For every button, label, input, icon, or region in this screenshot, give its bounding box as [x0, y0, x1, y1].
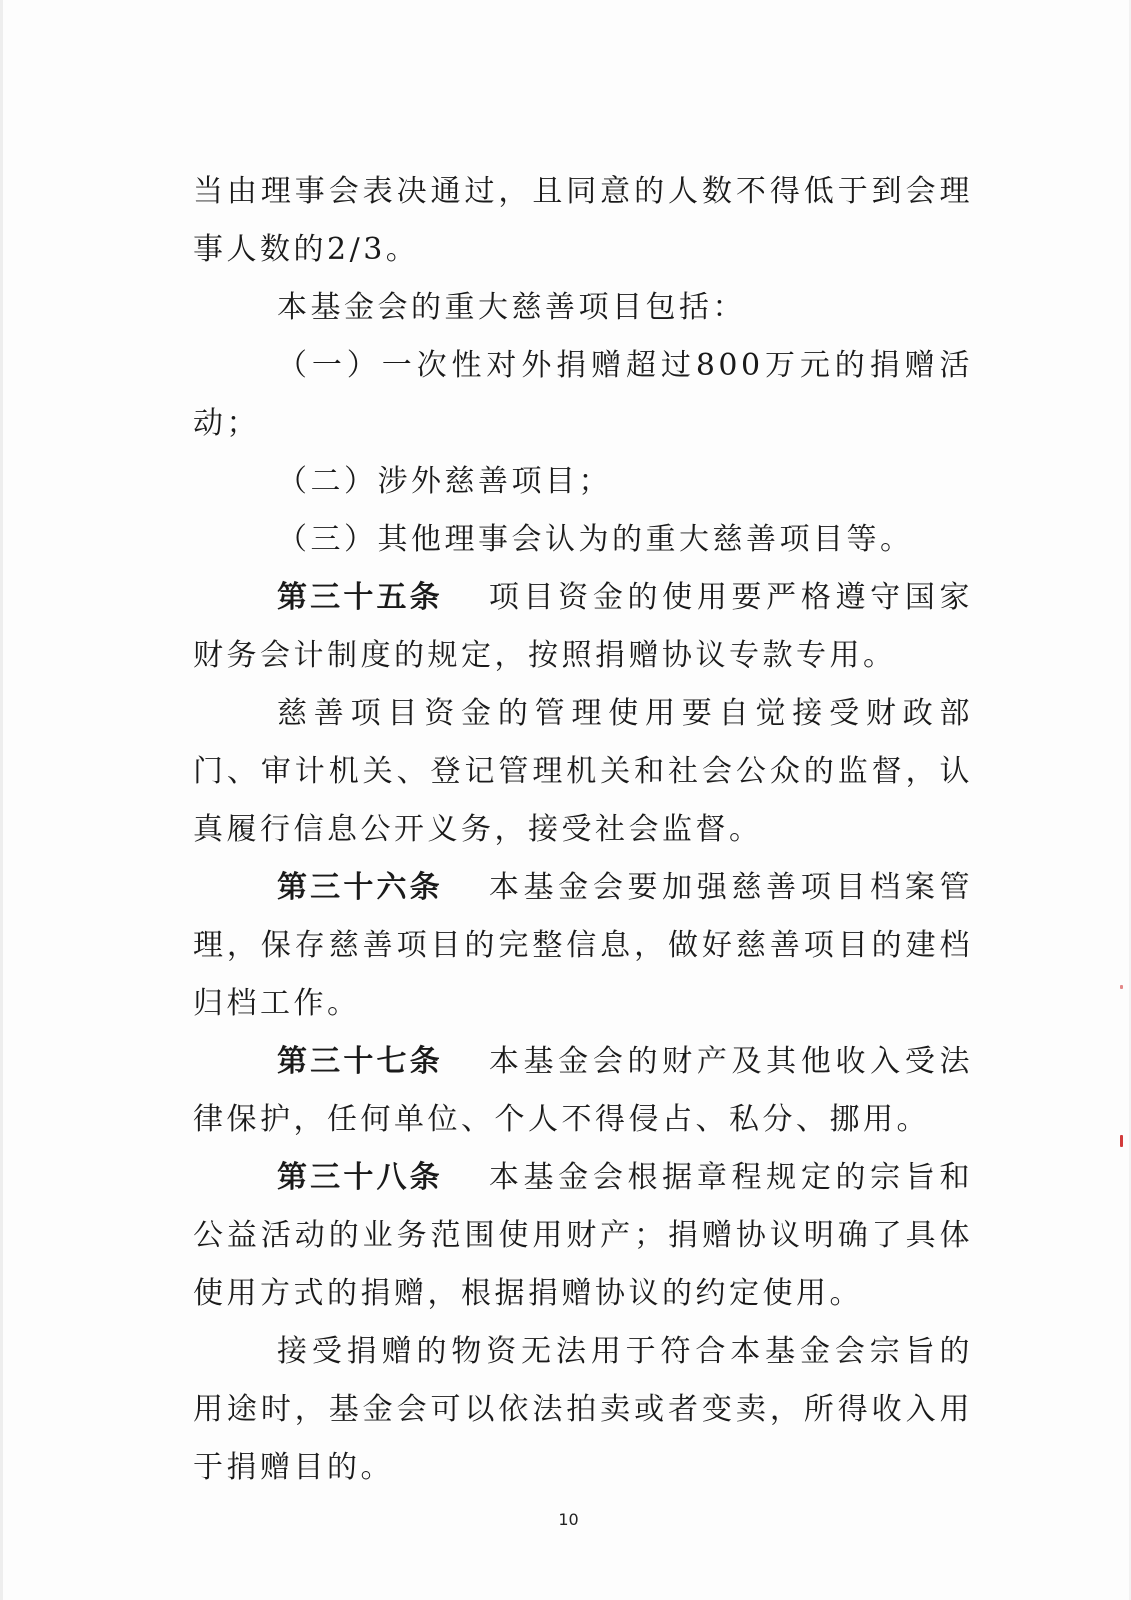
- paragraph-text: （二）涉外慈善项目；: [277, 464, 612, 499]
- document-body: [193, 163, 973, 1497]
- scan-edge-mark: [1120, 985, 1123, 989]
- paragraph-text: 本基金会要加强慈善项目档案管理，保存慈善项目的完整信息，做好慈善项目的建档归档工作。: [193, 870, 974, 1021]
- paragraph: [193, 685, 973, 859]
- article-number: 第三十六条: [277, 870, 443, 905]
- list-item: [193, 337, 973, 453]
- paragraph: [193, 1323, 973, 1497]
- paragraph-text: 慈善项目资金的管理使用要自觉接受财政部门、审计机关、登记管理机关和社会公众的监督，认真履行信息公开义务，接受社会监督。: [193, 696, 973, 847]
- article-number: 第三十七条: [277, 1044, 443, 1079]
- paragraph: [193, 163, 973, 279]
- article-number: 第三十八条: [277, 1160, 443, 1195]
- paragraph-text: 本基金会根据章程规定的宗旨和公益活动的业务范围使用财产；捐赠协议明确了具体使用方式的捐赠，根据捐赠协议的约定使用。: [193, 1160, 974, 1311]
- list-item: [193, 453, 973, 511]
- article-paragraph: [193, 859, 973, 1033]
- article-paragraph: [193, 1149, 973, 1323]
- paragraph-text: （三）其他理事会认为的重大慈善项目等。: [277, 522, 914, 557]
- paragraph: [193, 279, 973, 337]
- article-number: 第三十五条: [277, 580, 443, 615]
- article-paragraph: [193, 1033, 973, 1149]
- scan-edge-mark: [1120, 1135, 1123, 1147]
- page-number: 10: [558, 1510, 579, 1529]
- paragraph-text: 当由理事会表决通过，且同意的人数不得低于到会理事人数的2/3。: [193, 174, 973, 267]
- paragraph-text: 本基金会的财产及其他收入受法律保护，任何单位、个人不得侵占、私分、挪用。: [193, 1044, 974, 1137]
- paragraph-text: 接受捐赠的物资无法用于符合本基金会宗旨的用途时，基金会可以依法拍卖或者变卖，所得收入用于捐赠目的。: [193, 1334, 973, 1485]
- paragraph-text: 本基金会的重大慈善项目包括：: [277, 290, 746, 325]
- paragraph-text: （一）一次性对外捐赠超过800万元的捐赠活动；: [193, 348, 973, 441]
- article-paragraph: [193, 569, 973, 685]
- list-item: [193, 511, 973, 569]
- paragraph-text: 项目资金的使用要严格遵守国家财务会计制度的规定，按照捐赠协议专款专用。: [193, 580, 974, 673]
